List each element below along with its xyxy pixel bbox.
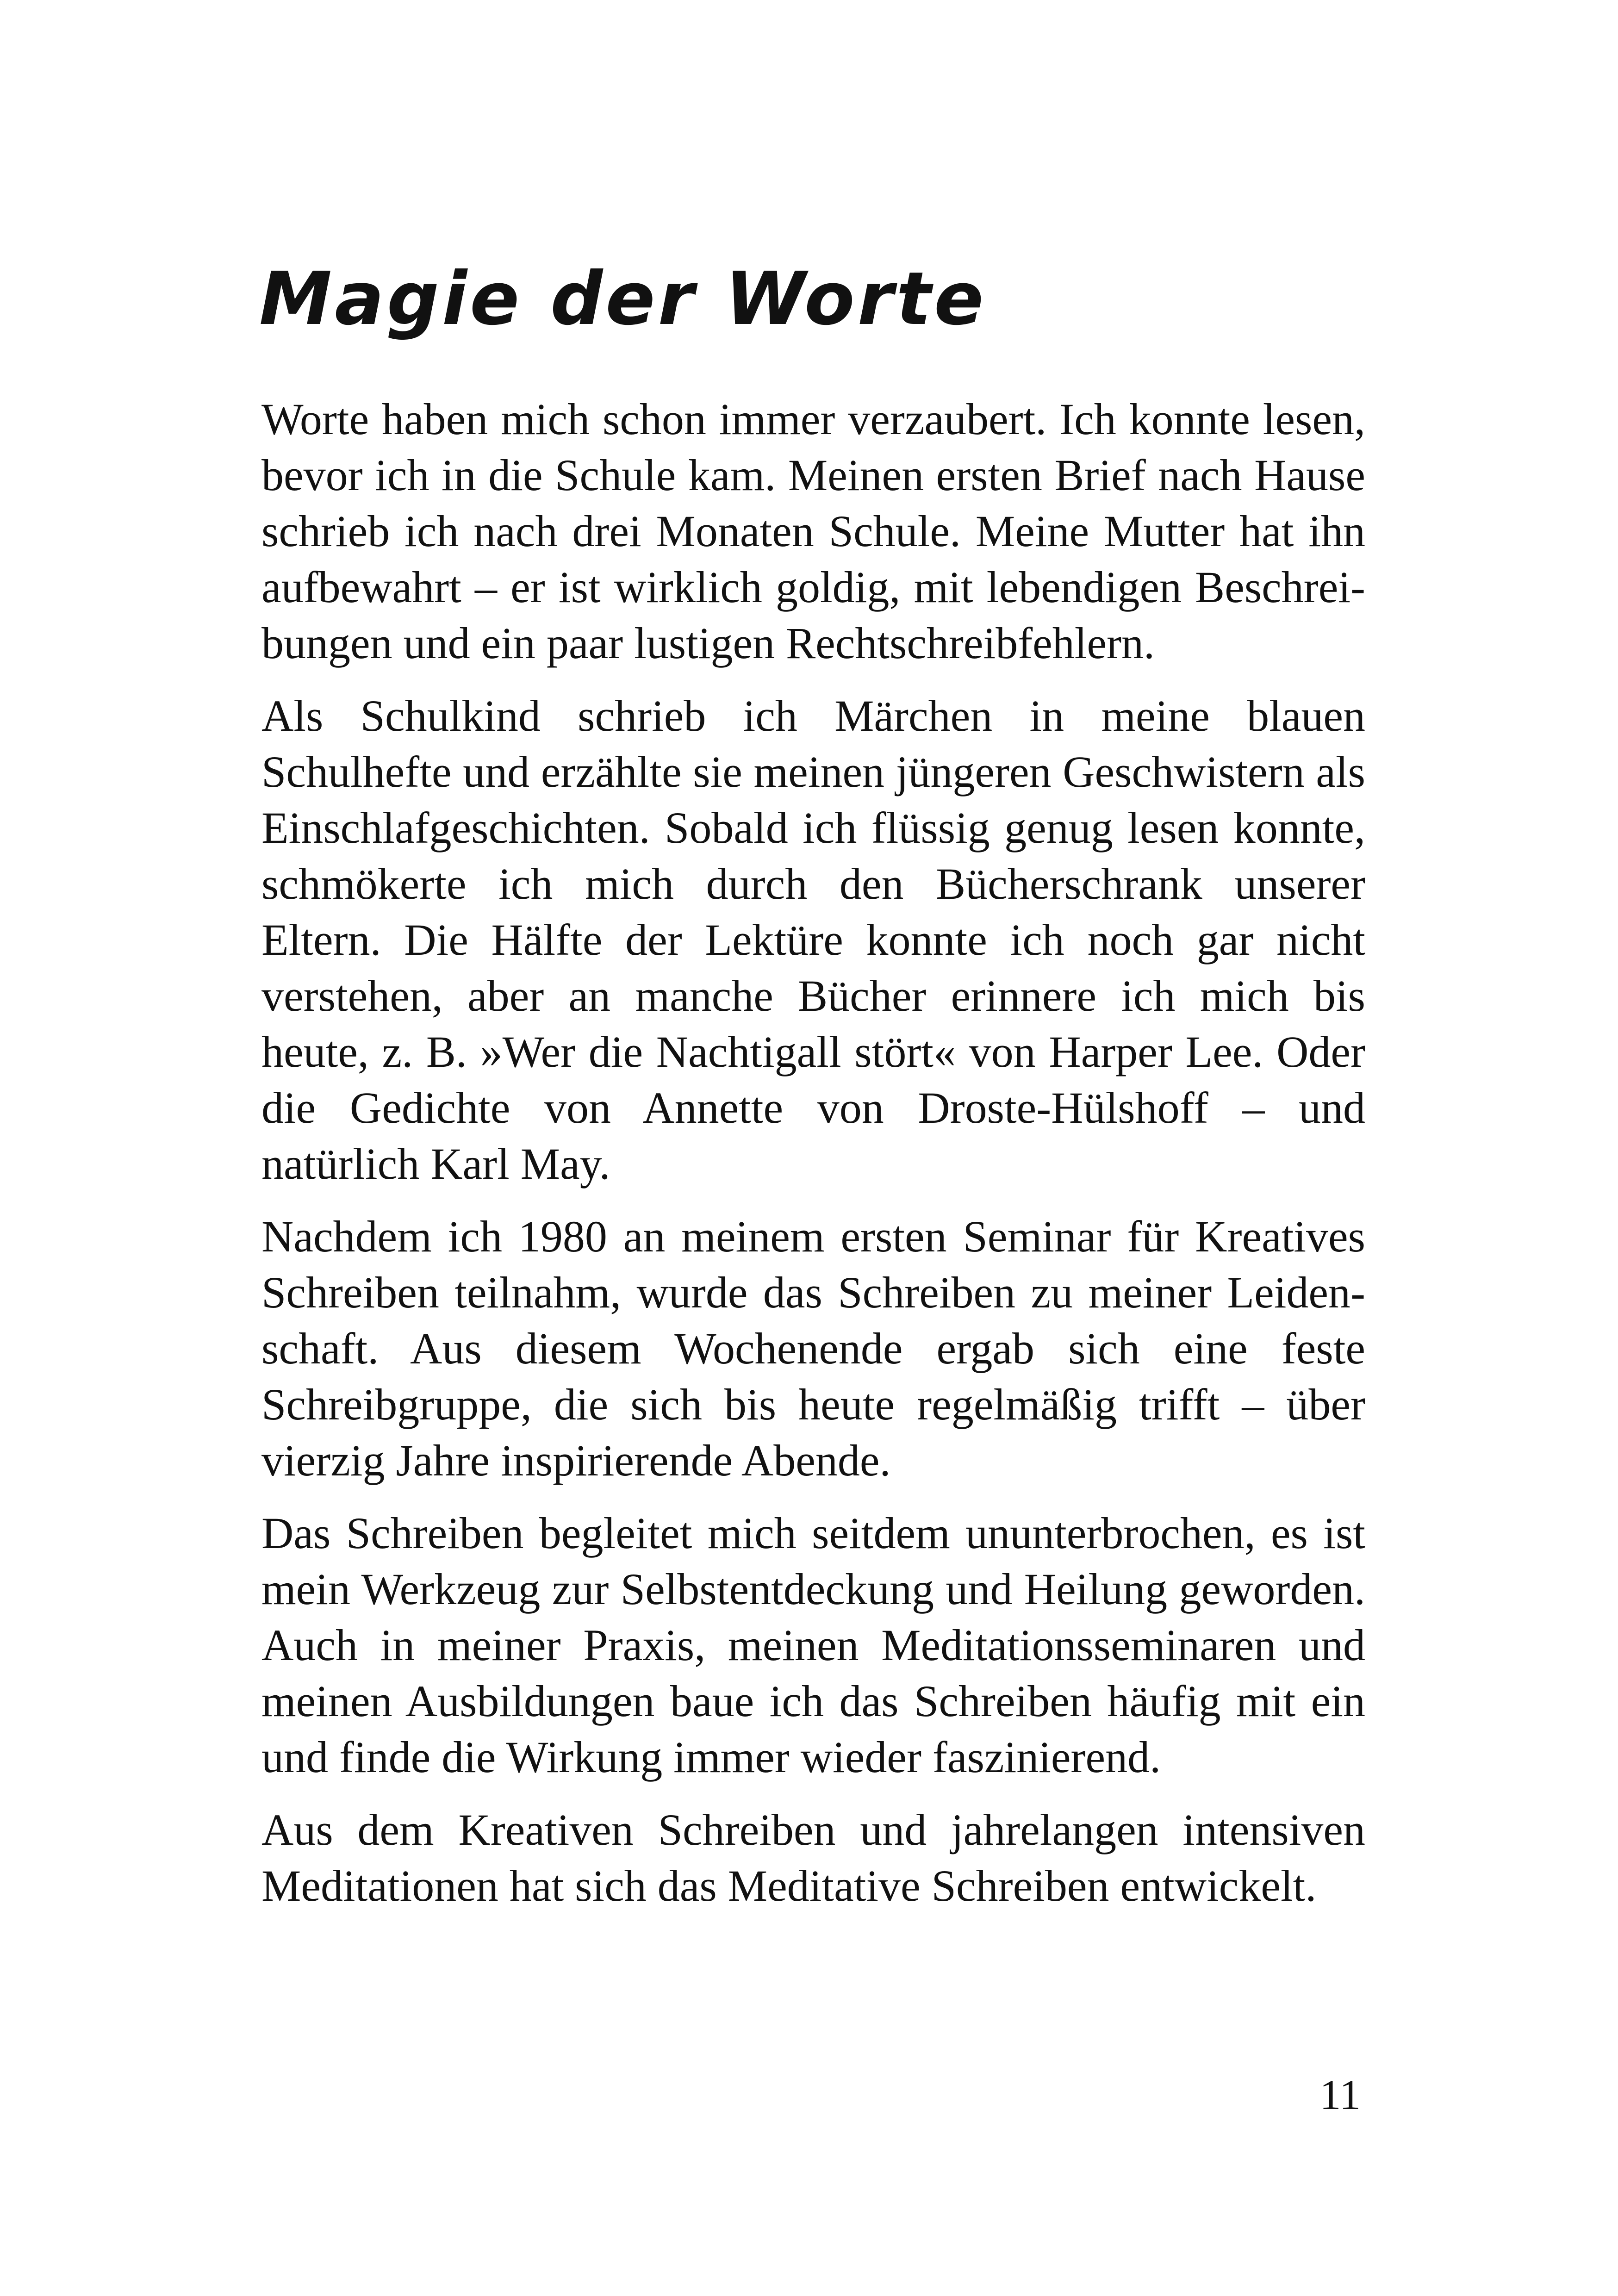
body-text — [261, 391, 1365, 1930]
paragraph: Als Schulkind schrieb ich Märchen in meine blauen Schulhefte und erzählte sie meinen jüngeren Geschwistern als Einschlafgeschichten. Sobald ich flüssig genug lesen konnte, schmökerte ich mich durch den Bücherschrank unserer Eltern. Die Hälfte der Lektüre konnte ich noch gar nicht verstehen, aber an manche Bücher erinnere ich mich bis heute, z. B. »Wer die Nachtigall stört« von Harper Lee. Oder die Gedichte von Annette von Droste-Hülshoff – und natürlich Karl May. — [261, 691, 1365, 1188]
paragraph: Nachdem ich 1980 an meinem ersten Seminar für Kreatives Schreiben teilnahm, wurde das Schreiben zu meiner Leidenschaft. Aus diesem Wochenende ergab sich eine feste Schreibgruppe, die sich bis heute regelmäßig trifft – über vierzig Jahre inspirierende Abende. — [261, 1212, 1365, 1485]
paragraph: Worte haben mich schon immer verzaubert. Ich konnte lesen, bevor ich in die Schule kam. Meinen ersten Brief nach Hause schrieb ich nach drei Monaten Schule. Meine Mutter hat ihn aufbewahrt – er ist wirklich goldig, mit lebendigen Beschreibungen und ein paar lustigen Rechtschreibfehlern. — [261, 394, 1365, 668]
paragraph: Das Schreiben begleitet mich seitdem ununterbrochen, es ist mein Werkzeug zur Selbstentdeckung und Heilung geworden. Auch in meiner Praxis, meinen Meditationsseminaren und meinen Ausbildungen baue ich das Schreiben häufig mit ein und finde die Wirkung immer wieder faszinierend. — [261, 1508, 1365, 1782]
paragraph: Aus dem Kreativen Schreiben und jahrelangen intensiven Meditationen hat sich das Meditative Schreiben entwickelt. — [261, 1805, 1365, 1910]
page-number: 11 — [1319, 2071, 1361, 2118]
chapter-title: Magie der Worte — [259, 256, 987, 342]
